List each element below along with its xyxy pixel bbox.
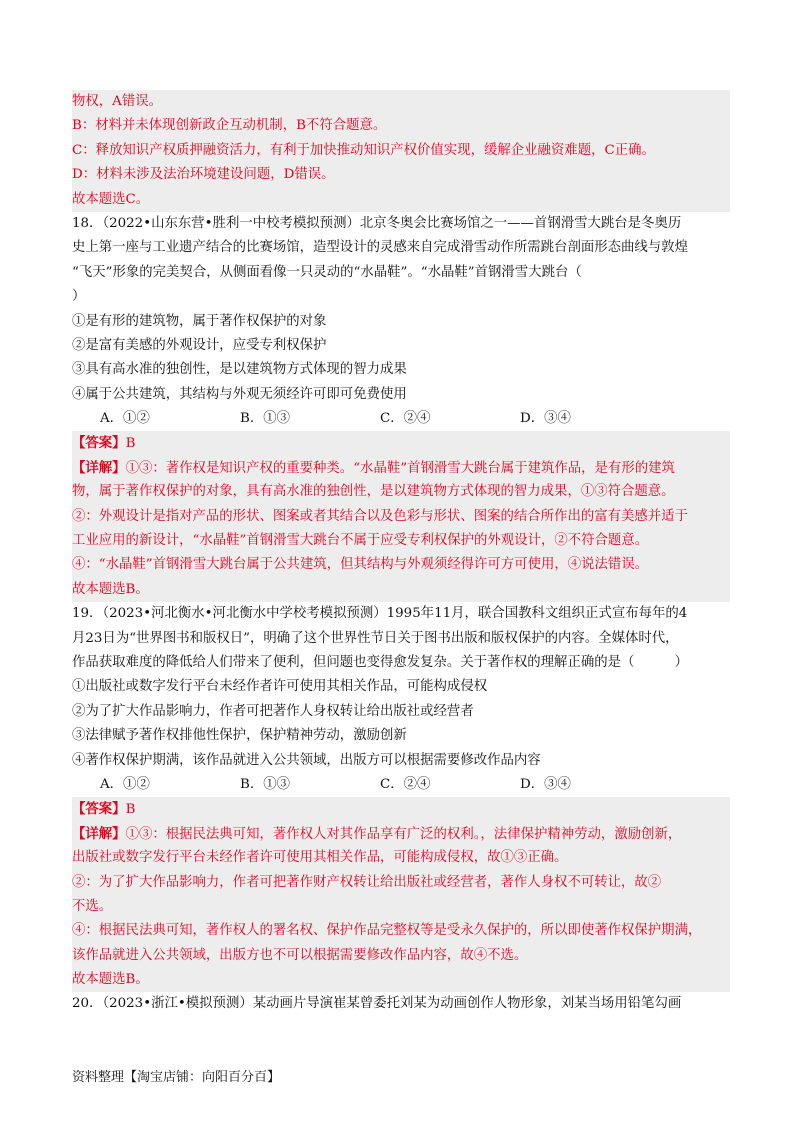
q17-answer-block (72, 90, 730, 212)
statement-item: ①出版社或数字发行平台未经作者许可使用其相关作品，可能构成侵权 (72, 679, 488, 695)
answer-line: 故本题选C。 (72, 188, 730, 212)
question-18 (72, 212, 730, 602)
detail-line: 不选。 (72, 895, 730, 919)
answer-value: B (125, 436, 136, 452)
answer-line: C：释放知识产权质押融资活力，有利于加快推动知识产权价值实现，缓解企业融资难题，C正确。 (72, 139, 730, 163)
detail-line: ②：为了扩大作品影响力，作者可把著作财产权转让给出版社或经营者，著作人身权不可转让，故② (72, 871, 730, 895)
answer-line (72, 431, 730, 455)
detail-line: 出版社或数字发行平台未经作者许可使用其相关作品，可能构成侵权，故①③正确。 (72, 846, 730, 870)
detail-text: ①③：著作权是知识产权的重要种类。“水晶鞋”首钢滑雪大跳台属于建筑作品，是有形的建筑 (125, 460, 675, 476)
detail-text: ①③：根据民法典可知，著作权人对其作品享有广泛的权利。，法律保护精神劳动，激励创新， (125, 826, 682, 842)
detail-line: 工业应用的新设计，“水晶鞋”首钢滑雪大跳台不属于应受专利权保护的外观设计，②不符合题意。 (72, 529, 730, 553)
option-a: A．①② (100, 411, 150, 427)
statement-item: ③法律赋予著作权排他性保护，保护精神劳动，激励创新 (72, 728, 407, 744)
statement-item: ①是有形的建筑物，属于著作权保护的对象 (72, 313, 327, 329)
question-stem: 月23日为“世界图书和版权日”，明确了这个世界性节日关于图书出版和版权保护的内容。全媒体时代， (72, 630, 679, 646)
detail-tag: 【详解】 (72, 459, 126, 476)
statement-item: ④著作权保护期满，该作品就进入公共领域，出版方可以根据需要修改作品内容 (72, 752, 541, 768)
question-20 (72, 992, 730, 1016)
question-stem: 史上第一座与工业遗产结合的比赛场馆，造型设计的灵感来自完成滑雪动作所需跳台剖面形态曲线与敦煌 (72, 240, 688, 256)
document-page (72, 90, 730, 1017)
detail-line: ②：外观设计是指对产品的形状、图案或者其结合以及色彩与形状、图案的结合所作出的富有美感并适于 (72, 505, 730, 529)
option-b: B．①③ (240, 411, 291, 427)
answer-tag: 【答案】 (72, 435, 126, 452)
detail-line (72, 456, 730, 480)
question-stem: ） (72, 289, 86, 305)
detail-line: ④：根据民法典可知，著作权人的署名权、保护作品完整权等是受永久保护的，所以即使著作权保护期满， (72, 919, 730, 943)
detail-line: 该作品就进入公共领域，出版方也不可以根据需要修改作品内容，故④不选。 (72, 944, 730, 968)
answer-line: D：材料未涉及法治环境建设问题，D错误。 (72, 163, 730, 187)
answer-options (72, 407, 730, 431)
answer-line: 物权，A错误。 (72, 90, 730, 114)
option-b: B．①③ (240, 776, 291, 792)
answer-line (72, 797, 730, 821)
answer-value: B (125, 802, 136, 818)
question-stem: 作品获取难度的降低给人们带来了便利，但问题也变得愈发复杂。关于著作权的理解正确的是（ ） (72, 654, 688, 670)
question-stem: 19．（2023•河北衡水•河北衡水中学校考模拟预测）1995年11月，联合国教科文组织正式宣布每年的4 (72, 606, 688, 622)
question-19 (72, 602, 730, 992)
answer-line: B：材料并未体现创新政企互动机制，B不符合题意。 (72, 114, 730, 138)
detail-line: 物，属于著作权保护的对象，具有高水准的独创性，是以建筑物方式体现的智力成果，①③符合题意。 (72, 480, 730, 504)
option-c: C．②④ (380, 776, 431, 792)
question-stem: 20．（2023•浙江•模拟预测）某动画片导演崔某曾委托刘某为动画创作人物形象，刘某当场用铅笔勾画 (72, 996, 682, 1012)
detail-line: 故本题选B。 (72, 968, 730, 992)
option-a: A．①② (100, 776, 150, 792)
detail-line: ④：“水晶鞋”首钢滑雪大跳台属于公共建筑，但其结构与外观须经得许可方可使用，④说法错误。 (72, 553, 730, 577)
statement-item: ④属于公共建筑，其结构与外观无须经许可即可免费使用 (72, 386, 407, 402)
option-d: D．③④ (520, 776, 571, 792)
page-footer: 资料整理【淘宝店铺：向阳百分百】 (72, 1070, 281, 1085)
detail-line (72, 822, 730, 846)
statement-item: ②是富有美感的外观设计，应受专利权保护 (72, 337, 327, 353)
detail-tag: 【详解】 (72, 825, 126, 842)
option-c: C．②④ (380, 411, 431, 427)
detail-line: 故本题选B。 (72, 578, 730, 602)
answer-tag: 【答案】 (72, 801, 126, 818)
option-d: D．③④ (520, 411, 571, 427)
answer-options (72, 773, 730, 797)
question-stem: 18．（2022•山东东营•胜利一中校考模拟预测）北京冬奥会比赛场馆之一——首钢滑雪大跳台是冬奥历 (72, 215, 682, 231)
statement-item: ③具有高水准的独创性，是以建筑物方式体现的智力成果 (72, 362, 407, 378)
statement-item: ②为了扩大作品影响力，作者可把著作人身权转让给出版社或经营者 (72, 703, 474, 719)
question-stem: “飞天”形象的完美契合，从侧面看像一只灵动的“水晶鞋”。“水晶鞋”首钢滑雪大跳台（ (72, 264, 582, 280)
